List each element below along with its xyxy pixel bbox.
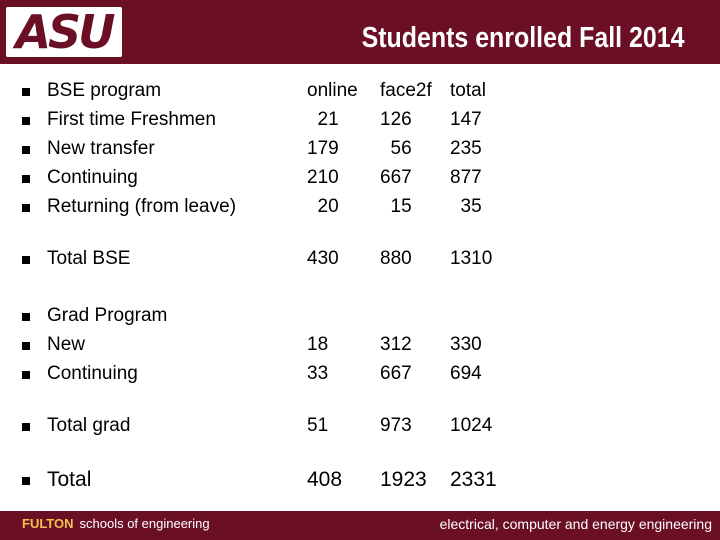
row-value-face2f: 973 xyxy=(380,415,412,436)
row-value-online: 210 xyxy=(307,167,339,188)
table-row xyxy=(0,109,720,135)
row-label: Continuing xyxy=(47,167,138,188)
row-value-face2f: 667 xyxy=(380,363,412,384)
row-value-total: total xyxy=(450,80,486,101)
table-row xyxy=(0,167,720,193)
table-row xyxy=(0,248,720,274)
row-label: Returning (from leave) xyxy=(47,196,237,217)
row-value-online: 179 xyxy=(307,138,339,159)
bullet-icon xyxy=(22,117,30,125)
logo-text: ASU xyxy=(15,5,113,59)
footer-school xyxy=(22,516,210,531)
row-value-online: 18 xyxy=(307,334,329,355)
row-label: Total grad xyxy=(47,415,131,436)
row-value-total: 877 xyxy=(450,167,482,188)
row-value-total: 147 xyxy=(450,109,482,130)
row-value-face2f: 56 xyxy=(380,138,412,159)
table-row xyxy=(0,468,720,494)
row-value-online: 33 xyxy=(307,363,329,384)
row-value-online: online xyxy=(307,80,358,101)
row-value-total: 1310 xyxy=(450,248,493,269)
row-label: New xyxy=(47,334,86,355)
row-value-face2f: 1923 xyxy=(380,468,427,491)
row-label: BSE program xyxy=(47,80,162,101)
row-value-face2f: 667 xyxy=(380,167,412,188)
table-row xyxy=(0,305,720,331)
row-value-face2f: 880 xyxy=(380,248,412,269)
bullet-icon xyxy=(22,175,30,183)
footer-department: electrical, computer and energy engineering xyxy=(439,516,712,532)
row-label: Total xyxy=(47,468,92,491)
row-value-face2f: 126 xyxy=(380,109,412,130)
row-value-total: 330 xyxy=(450,334,482,355)
bullet-icon xyxy=(22,204,30,212)
row-value-online: 51 xyxy=(307,415,329,436)
row-value-online: 21 xyxy=(307,109,339,130)
bullet-icon xyxy=(22,423,30,431)
bullet-icon xyxy=(22,88,30,96)
table-row xyxy=(0,334,720,360)
row-value-online: 408 xyxy=(307,468,343,491)
slide-title: Students enrolled Fall 2014 xyxy=(361,22,684,54)
bullet-icon xyxy=(22,371,30,379)
footer-school-text: schools of engineering xyxy=(79,516,210,531)
table-row xyxy=(0,80,720,106)
row-value-total: 2331 xyxy=(450,468,497,491)
row-value-face2f: 312 xyxy=(380,334,412,355)
bullet-icon xyxy=(22,146,30,154)
row-value-face2f: face2f xyxy=(380,80,432,101)
row-value-total: 35 xyxy=(450,196,482,217)
row-value-total: 694 xyxy=(450,363,482,384)
asu-logo xyxy=(6,7,122,57)
row-value-total: 235 xyxy=(450,138,482,159)
table-row xyxy=(0,196,720,222)
bullet-icon xyxy=(22,342,30,350)
row-value-total: 1024 xyxy=(450,415,493,436)
bullet-icon xyxy=(22,256,30,264)
row-value-face2f: 15 xyxy=(380,196,412,217)
table-row xyxy=(0,363,720,389)
footer-fulton: FULTON xyxy=(22,516,74,531)
table-row xyxy=(0,138,720,164)
row-value-online: 20 xyxy=(307,196,339,217)
row-label: Total BSE xyxy=(47,248,131,269)
row-label: First time Freshmen xyxy=(47,109,216,130)
table-row xyxy=(0,415,720,441)
row-label: Grad Program xyxy=(47,305,168,326)
bullet-icon xyxy=(22,477,30,485)
footer-bar xyxy=(0,511,720,540)
row-label: Continuing xyxy=(47,363,138,384)
bullet-icon xyxy=(22,313,30,321)
header-bar xyxy=(0,0,720,64)
row-value-online: 430 xyxy=(307,248,339,269)
row-label: New transfer xyxy=(47,138,155,159)
